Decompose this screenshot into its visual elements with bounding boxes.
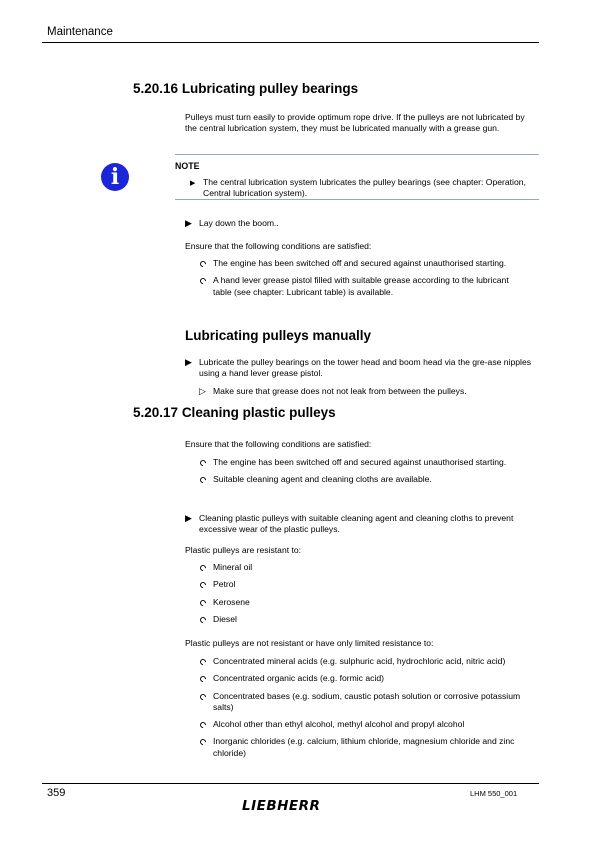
step-arrow-icon: ▶ [185,357,192,367]
section-title: Lubricating pulley bearings [181,81,359,96]
note-item [190,177,535,200]
list-item: Concentrated mineral acids (e.g. sulphuric acid, hydrochloric acid, nitric acid) [199,656,529,667]
instruction-step [185,513,535,536]
resistant-intro: Plastic pulleys are resistant to: [185,545,302,555]
list-item: Inorganic chlorides (e.g. calcium, lithium chloride, magnesium chloride and zinc chloride) [199,736,529,759]
step-text: Lubricate the pulley bearings on the tower head and boom head via the gre-ase nipples using a hand lever grease pistol. [199,357,532,379]
step-arrow-icon: ▶ [185,513,192,523]
section-intro: Pulleys must turn easily to provide optimum rope drive. If the pulleys are not lubricated by the central lubrication system, they must be lubricated manually with a grease gun. [185,112,525,134]
result-step [199,386,534,397]
conditions-list [199,258,529,304]
liebherr-logo: LIEBHERR [242,798,321,814]
conditions-intro: Ensure that the following conditions are satisfied: [185,241,372,251]
section-title: Cleaning plastic pulleys [181,405,336,420]
bullet-arrow-icon: ▶ [190,180,196,187]
list-item: Concentrated organic acids (e.g. formic acid) [199,673,529,684]
list-item: Petrol [199,579,529,590]
section-number: 5.20.17 [133,405,179,420]
instruction-step [185,357,535,380]
section-number: 5.20.16 [133,81,179,96]
conditions-list [199,457,529,492]
list-item: Suitable cleaning agent and cleaning cloths are available. [199,474,529,485]
resistant-list [199,562,529,631]
list-item: A hand lever grease pistol filled with suitable grease according to the lubricant table (see chapter: Lubricant table) is available. [199,275,529,298]
conditions-intro: Ensure that the following conditions are satisfied: [185,439,372,449]
note-top-rule [175,154,539,155]
instruction-step [185,218,535,229]
section-heading-5-20-17 [133,405,336,420]
note-bottom-rule [175,199,539,200]
step-text: Lay down the boom.. [199,218,279,228]
list-item: Concentrated bases (e.g. sodium, caustic potash solution or corrosive potassium salts) [199,691,529,714]
step-arrow-icon: ▶ [185,218,192,228]
section-heading-5-20-16 [133,81,358,96]
step-text: Cleaning plastic pulleys with suitable cleaning agent and cleaning cloths to prevent excessive wear of the plastic pulleys. [199,513,514,535]
result-arrow-icon: ▷ [199,386,206,396]
note-text: The central lubrication system lubricates the pulley bearings (see chapter: Operation, Central lubrication system). [203,177,526,199]
note-label: NOTE [175,161,200,171]
list-item: Mineral oil [199,562,529,573]
list-item: The engine has been switched off and secured against unauthorised starting. [199,457,529,468]
list-item: Diesel [199,614,529,625]
subsection-heading: Lubricating pulleys manually [185,328,372,343]
result-text: Make sure that grease does not not leak from between the pulleys. [213,386,467,396]
list-item: Alcohol other than ethyl alcohol, methyl alcohol and propyl alcohol [199,719,529,730]
info-icon: i [101,163,129,191]
page-header-title: Maintenance [47,26,113,38]
header-divider [42,42,539,43]
not-resistant-intro: Plastic pulleys are not resistant or have only limited resistance to: [185,638,434,648]
list-item: Kerosene [199,597,529,608]
list-item: The engine has been switched off and secured against unauthorised starting. [199,258,529,269]
footer-divider [42,783,539,784]
page-number: 359 [47,787,66,799]
document-code: LHM 550_001 [470,789,518,798]
not-resistant-list [199,656,529,765]
